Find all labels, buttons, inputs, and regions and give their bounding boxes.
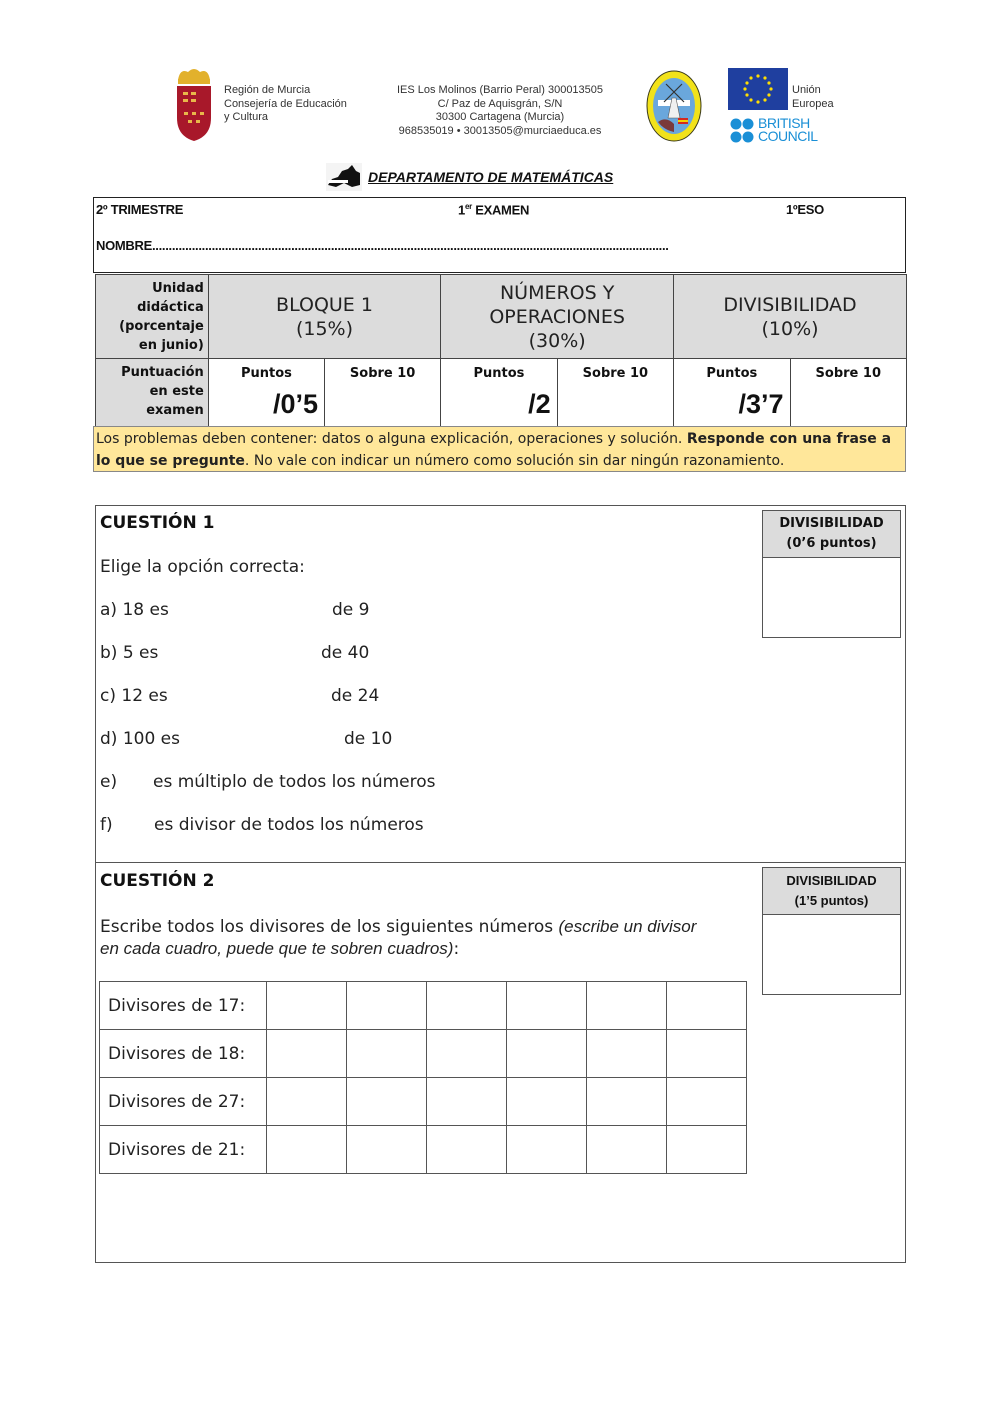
score-box-points: (0’6 puntos) bbox=[786, 536, 877, 551]
british-council-text bbox=[758, 117, 818, 143]
divisor-cell[interactable] bbox=[507, 1078, 587, 1126]
unit-label-line: didáctica bbox=[137, 300, 204, 315]
divisors-table bbox=[99, 981, 747, 1174]
score-box-input[interactable] bbox=[763, 915, 900, 994]
school-line: 968535019 • 30013505@murciaeduca.es bbox=[398, 124, 602, 137]
points-cell-numeros[interactable] bbox=[441, 359, 557, 427]
region-murcia-crest-icon bbox=[174, 66, 214, 142]
score-label-line: examen bbox=[146, 403, 204, 418]
unit-divisibilidad bbox=[674, 275, 907, 359]
divisor-cell[interactable] bbox=[347, 1030, 427, 1078]
divisor-cell[interactable] bbox=[507, 1030, 587, 1078]
divisor-cell[interactable] bbox=[587, 1030, 667, 1078]
student-name-field[interactable]: NOMBRE............................................................................................................................................................ bbox=[96, 238, 669, 253]
unit-label-cell bbox=[96, 275, 209, 359]
school-seal-icon bbox=[646, 70, 702, 142]
points-cell-bloque-1[interactable] bbox=[208, 359, 324, 427]
option-d-left: d) 100 es bbox=[100, 729, 180, 749]
school-address bbox=[380, 84, 620, 138]
option-a-right: de 9 bbox=[332, 600, 370, 620]
unit-label-line: (porcentaje bbox=[119, 319, 204, 334]
score-box-unit: DIVISIBILIDAD bbox=[786, 873, 877, 888]
points-max: /0’5 bbox=[273, 389, 319, 419]
unit-percent: (30%) bbox=[528, 329, 586, 352]
table-row bbox=[100, 982, 747, 1030]
points-header: Puntos bbox=[473, 366, 525, 381]
divisor-cell[interactable] bbox=[267, 982, 347, 1030]
unit-percent: (15%) bbox=[295, 317, 354, 340]
unit-label-line: Unidad bbox=[152, 281, 204, 296]
region-line: Región de Murcia bbox=[224, 84, 311, 96]
row-label: Divisores de 21: bbox=[100, 1126, 267, 1174]
instructions-notice bbox=[93, 426, 906, 472]
score-box-input[interactable] bbox=[763, 558, 900, 637]
region-murcia-text bbox=[224, 84, 347, 125]
question-2-prompt bbox=[100, 916, 720, 960]
option-a-left: a) 18 es bbox=[100, 600, 169, 620]
divisor-cell[interactable] bbox=[427, 1078, 507, 1126]
score-box-header bbox=[763, 868, 900, 915]
option-b-left: b) 5 es bbox=[100, 643, 159, 663]
divisor-cell[interactable] bbox=[267, 1126, 347, 1174]
eu-line: Europea bbox=[792, 97, 834, 110]
notice-bold-text: Responde con una frase a lo que se pregunte bbox=[96, 431, 892, 469]
table-row bbox=[100, 1078, 747, 1126]
sobre10-cell-bloque-1[interactable] bbox=[325, 359, 441, 427]
divisor-cell[interactable] bbox=[347, 1126, 427, 1174]
department-title: DEPARTAMENTO DE MATEMÁTICAS bbox=[368, 169, 614, 185]
exam-ordinal: er bbox=[464, 202, 472, 211]
option-f-right: es divisor de todos los números bbox=[154, 815, 424, 835]
bc-line: BRITISH bbox=[758, 115, 810, 131]
unit-numeros-operaciones bbox=[441, 275, 674, 359]
region-line: y Cultura bbox=[224, 111, 269, 123]
sobre10-cell-divisibilidad[interactable] bbox=[790, 359, 906, 427]
prompt-end: : bbox=[453, 939, 460, 959]
eu-flag-icon bbox=[728, 68, 788, 110]
divisor-cell[interactable] bbox=[267, 1078, 347, 1126]
school-line: 30300 Cartagena (Murcia) bbox=[435, 111, 565, 123]
notice-text: . No vale con indicar un número como solución sin dar ningún razonamiento. bbox=[244, 453, 785, 469]
divisor-cell[interactable] bbox=[427, 1030, 507, 1078]
exam-info-box bbox=[93, 197, 906, 273]
score-box-unit: DIVISIBILIDAD bbox=[779, 516, 884, 531]
notice-text: Los problemas deben contener: datos o alguna explicación, operaciones y solución. bbox=[96, 431, 687, 447]
unit-label-line: en junio) bbox=[138, 338, 204, 353]
question-1-score-box bbox=[762, 510, 901, 638]
divisor-cell[interactable] bbox=[507, 1126, 587, 1174]
table-row bbox=[100, 1030, 747, 1078]
points-header: Puntos bbox=[240, 366, 292, 381]
eu-line: Unión bbox=[792, 84, 821, 96]
unit-name-line: NÚMEROS Y bbox=[499, 281, 615, 304]
sobre10-header: Sobre 10 bbox=[582, 366, 649, 381]
exam-number: 1 bbox=[458, 202, 465, 218]
score-label-line: Puntuación bbox=[121, 365, 204, 380]
sobre10-header: Sobre 10 bbox=[815, 366, 881, 381]
divisor-cell[interactable] bbox=[267, 1030, 347, 1078]
points-cell-divisibilidad[interactable] bbox=[674, 359, 790, 427]
row-label: Divisores de 18: bbox=[100, 1030, 267, 1078]
unit-percent: (10%) bbox=[761, 317, 819, 340]
option-f-left: f) bbox=[100, 815, 113, 835]
points-max: /3’7 bbox=[738, 389, 784, 419]
exam-label bbox=[458, 202, 529, 217]
divisor-cell[interactable] bbox=[507, 982, 587, 1030]
exam-word: EXAMEN bbox=[471, 202, 530, 218]
points-header: Puntos bbox=[706, 366, 758, 381]
divisor-cell[interactable] bbox=[427, 982, 507, 1030]
option-c-right: de 24 bbox=[331, 686, 380, 706]
eu-label bbox=[792, 84, 834, 111]
divisor-cell[interactable] bbox=[347, 1078, 427, 1126]
question-1-title: CUESTIÓN 1 bbox=[100, 513, 215, 533]
department-logo-icon bbox=[326, 163, 362, 191]
divisor-cell[interactable] bbox=[667, 1030, 747, 1078]
question-divider bbox=[95, 862, 906, 863]
score-box-points: (1’5 puntos) bbox=[794, 893, 869, 908]
unit-name-line: OPERACIONES bbox=[489, 305, 625, 328]
question-1-prompt: Elige la opción correcta: bbox=[100, 557, 305, 577]
divisor-cell[interactable] bbox=[667, 982, 747, 1030]
unit-name-line: BLOQUE 1 bbox=[276, 293, 373, 316]
option-e-right: es múltiplo de todos los números bbox=[153, 772, 436, 792]
prompt-italic-text: (escribe un divisor en cada cuadro, puede que te sobren cuadros) bbox=[100, 917, 697, 958]
question-2-score-box bbox=[762, 867, 901, 995]
option-e-left: e) bbox=[100, 772, 118, 792]
term-label: 2º TRIMESTRE bbox=[96, 202, 184, 217]
points-max: /2 bbox=[528, 389, 551, 419]
scores-table bbox=[95, 274, 907, 427]
option-b-right: de 40 bbox=[321, 643, 370, 663]
unit-name-line: DIVISIBILIDAD bbox=[723, 293, 857, 316]
score-label-cell bbox=[96, 359, 209, 427]
divisor-cell[interactable] bbox=[347, 982, 427, 1030]
bc-line: COUNCIL bbox=[758, 128, 818, 144]
table-row bbox=[100, 1126, 747, 1174]
sobre10-cell-numeros[interactable] bbox=[557, 359, 673, 427]
divisor-cell[interactable] bbox=[667, 1078, 747, 1126]
score-label-line: en este bbox=[149, 384, 204, 399]
row-label: Divisores de 17: bbox=[100, 982, 267, 1030]
option-c-left: c) 12 es bbox=[100, 686, 168, 706]
question-2-title: CUESTIÓN 2 bbox=[100, 871, 215, 891]
school-line: IES Los Molinos (Barrio Peral) 300013505 bbox=[396, 84, 604, 96]
row-label: Divisores de 27: bbox=[100, 1078, 267, 1126]
divisor-cell[interactable] bbox=[587, 982, 667, 1030]
divisor-cell[interactable] bbox=[667, 1126, 747, 1174]
school-line: C/ Paz de Aquisgrán, S/N bbox=[437, 97, 563, 110]
unit-bloque-1 bbox=[208, 275, 440, 359]
divisor-cell[interactable] bbox=[587, 1126, 667, 1174]
option-d-right: de 10 bbox=[344, 729, 393, 749]
divisor-cell[interactable] bbox=[427, 1126, 507, 1174]
department-heading bbox=[326, 163, 613, 191]
sobre10-header: Sobre 10 bbox=[349, 366, 416, 381]
score-box-header bbox=[763, 511, 900, 558]
course-label: 1ºESO bbox=[786, 202, 824, 217]
prompt-text: Escribe todos los divisores de los siguientes números bbox=[100, 917, 559, 937]
divisor-cell[interactable] bbox=[587, 1078, 667, 1126]
region-line: Consejería de Educación bbox=[224, 97, 347, 110]
